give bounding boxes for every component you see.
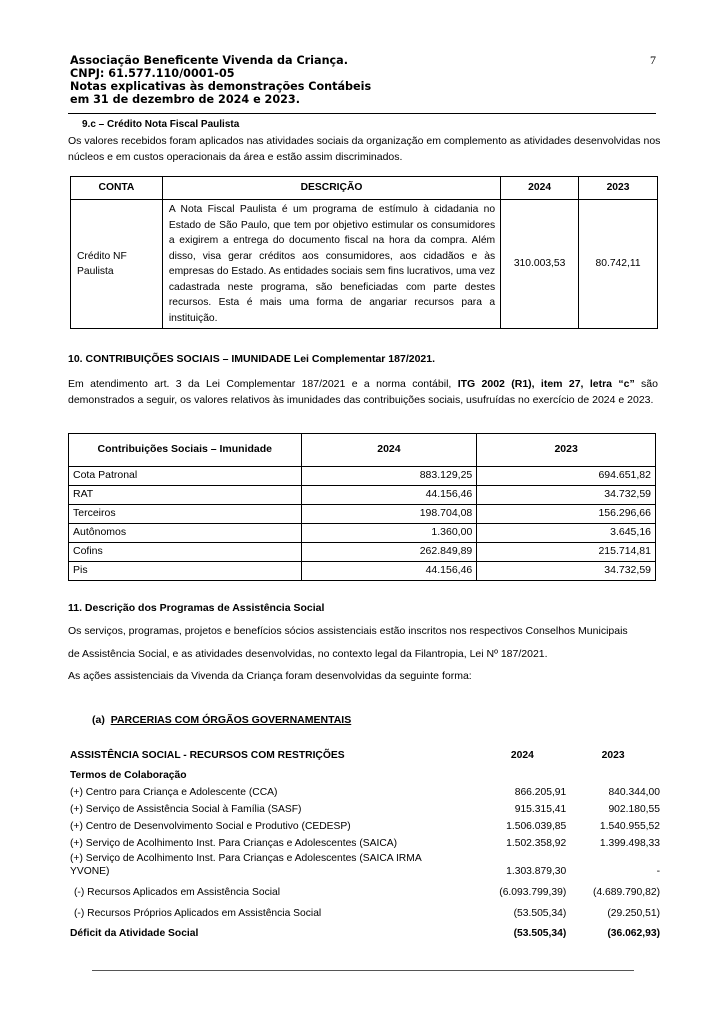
- row-label: (-) Recursos Aplicados em Assistência Social: [74, 887, 281, 898]
- value-2024: 1.502.358,92: [506, 838, 567, 849]
- row-label-line-2: YVONE): [70, 866, 110, 877]
- paragraph-bold-reference: ITG 2002 (R1), item 27, letra “c”: [457, 378, 635, 390]
- value-2023: 34.732,59: [477, 562, 656, 581]
- table-header-row: [71, 177, 658, 200]
- paragraph-text: Em atendimento art. 3 da Lei Complementar 187/2021 e a norma contábil,: [68, 378, 458, 390]
- value-2024: 198.704,08: [301, 505, 477, 524]
- paragraph-text: são demonstrados a seguir, os valores relativos às imunidades das contribuições sociais, usufruídas no exercício de 2024 e 2023.: [68, 378, 658, 406]
- footer-divider: [92, 970, 634, 971]
- section-11-line-1: Os serviços, programas, projetos e benefícios sócios assistenciais estão inscritos nos respectivos Conselhos Municipais: [68, 625, 628, 637]
- row-label: Cota Patronal: [69, 467, 302, 486]
- table-row: [70, 816, 660, 833]
- value-2023: -: [656, 866, 660, 877]
- table-row: [69, 524, 656, 543]
- value-2024: 1.506.039,85: [506, 821, 567, 832]
- org-name: Associação Beneficente Vivenda da Criança.: [70, 54, 348, 67]
- col-header-label: ASSISTÊNCIA SOCIAL - RECURSOS COM RESTRIÇÕES: [70, 750, 345, 761]
- col-header-2023: 2023: [477, 434, 656, 467]
- value-2023: 3.645,16: [477, 524, 656, 543]
- row-label: (+) Serviço de Acolhimento Inst. Para Crianças e Adolescentes (SAICA): [70, 838, 398, 849]
- row-label: [70, 850, 479, 878]
- table-row: [69, 467, 656, 486]
- value-2023: 1.399.498,33: [599, 838, 660, 849]
- total-2024: (53.505,34): [513, 928, 567, 939]
- row-label: Pis: [69, 562, 302, 581]
- col-header-2023: 2023: [579, 177, 658, 200]
- value-2024: 883.129,25: [301, 467, 477, 486]
- value-2024: (6.093.799,39): [499, 887, 567, 898]
- value-2023: 902.180,55: [608, 804, 660, 815]
- section-9c-title: 9.c – Crédito Nota Fiscal Paulista: [82, 119, 240, 130]
- table-row: [70, 782, 660, 799]
- value-2024: 1.360,00: [301, 524, 477, 543]
- header-divider: [68, 113, 656, 114]
- value-2023: (29.250,51): [607, 908, 660, 919]
- cell-2023: 80.742,11: [579, 200, 658, 329]
- row-label: Cofins: [69, 543, 302, 562]
- col-header-2023: 2023: [601, 750, 625, 761]
- row-label: (+) Centro de Desenvolvimento Social e Produtivo (CEDESP): [70, 821, 351, 832]
- nf-paulista-table: [70, 176, 658, 329]
- value-2024: 262.849,89: [301, 543, 477, 562]
- value-2023: 156.296,66: [477, 505, 656, 524]
- table-row: [71, 200, 658, 329]
- value-2024: 866.205,91: [514, 787, 567, 798]
- section-a-heading: [92, 714, 351, 728]
- total-row: [70, 920, 660, 940]
- cell-2024: 310.003,53: [501, 200, 579, 329]
- table-row: [70, 833, 660, 850]
- table-row: [70, 899, 660, 920]
- value-2023: (4.689.790,82): [593, 887, 660, 898]
- col-header-contribuicoes: Contribuições Sociais – Imunidade: [69, 434, 302, 467]
- table-row: [70, 799, 660, 816]
- value-2023: 34.732,59: [477, 486, 656, 505]
- row-label: (-) Recursos Próprios Aplicados em Assistência Social: [74, 908, 322, 919]
- value-2023: 215.714,81: [477, 543, 656, 562]
- value-2024: 1.303.879,30: [506, 866, 567, 877]
- table-header-row: [69, 434, 656, 467]
- table-row: [69, 543, 656, 562]
- page-number: 7: [650, 53, 656, 67]
- contributions-table: [68, 433, 656, 581]
- value-2024: 44.156,46: [301, 562, 477, 581]
- social-assistance-table: [70, 742, 660, 940]
- col-header-conta: CONTA: [71, 177, 163, 200]
- table-row: [70, 878, 660, 899]
- total-2023: (36.062,93): [607, 928, 660, 939]
- table-header-row: [70, 742, 660, 762]
- value-2023: 694.651,82: [477, 467, 656, 486]
- value-2024: 915.315,41: [514, 804, 567, 815]
- section-11-title: 11. Descrição dos Programas de Assistência Social: [68, 602, 325, 614]
- section-11-body: [68, 620, 688, 688]
- subheader-row: [70, 762, 660, 782]
- section-11-line-3: As ações assistenciais da Vivenda da Criança foram desenvolvidas da seguinte forma:: [68, 670, 472, 682]
- cell-descricao: A Nota Fiscal Paulista é um programa de estímulo à cidadania no Estado de São Paulo, que tem por objetivo estimular os consumidores a exigirem a entrega do documento fiscal na hora da compra. Além disso, visa gerar créditos aos consumidores, aos cidadãos e às empresas do Estado. As entidades sociais sem fins lucrativos, uma vez cadastrada neste programa, são beneficiadas com parte destes recursos. Esta é mais uma forma de angariar recursos para a instituição.: [162, 200, 500, 329]
- section-a-title: PARCERIAS COM ÓRGÃOS GOVERNAMENTAIS: [110, 714, 352, 726]
- section-9c-paragraph: Os valores recebidos foram aplicados nas atividades sociais da organização em complemento as atividades desenvolvidas nos núcleos e em custos operacionais da área e estão assim discriminados.: [68, 135, 661, 163]
- section-a-letter: (a): [92, 714, 105, 726]
- col-header-2024: 2024: [510, 750, 534, 761]
- cell-conta: Crédito NF Paulista: [71, 200, 163, 329]
- value-2023: 840.344,00: [608, 787, 660, 798]
- row-label: (+) Centro para Criança e Adolescente (CCA): [70, 787, 278, 798]
- col-header-2024: 2024: [501, 177, 579, 200]
- value-2024: 44.156,46: [301, 486, 477, 505]
- subheader-label: Termos de Colaboração: [70, 770, 187, 781]
- table-row: [70, 850, 660, 878]
- org-cnpj: CNPJ: 61.577.110/0001-05: [70, 67, 235, 80]
- table-row: [69, 486, 656, 505]
- doc-date: em 31 de dezembro de 2024 e 2023.: [70, 93, 300, 106]
- value-2024: (53.505,34): [513, 908, 567, 919]
- section-10-title: 10. CONTRIBUIÇÕES SOCIAIS – IMUNIDADE Lei Complementar 187/2021.: [68, 353, 436, 365]
- section-11-line-2: de Assistência Social, e as atividades desenvolvidas, no contexto legal da Filantropia, Lei Nº 187/2021.: [68, 647, 548, 660]
- row-label: (+) Serviço de Assistência Social à Família (SASF): [70, 804, 302, 815]
- row-label: Autônomos: [69, 524, 302, 543]
- row-label-line-1: (+) Serviço de Acolhimento Inst. Para Crianças e Adolescentes (SAICA IRMA: [70, 853, 422, 864]
- col-header-descricao: DESCRIÇÃO: [162, 177, 500, 200]
- table-row: [69, 562, 656, 581]
- section-10-paragraph: [68, 376, 658, 408]
- col-header-2024: 2024: [301, 434, 477, 467]
- row-label: Terceiros: [69, 505, 302, 524]
- row-label: RAT: [69, 486, 302, 505]
- document-header: [70, 54, 630, 106]
- doc-title: Notas explicativas às demonstrações Contábeis: [70, 80, 372, 93]
- total-label: Déficit da Atividade Social: [70, 928, 199, 939]
- table-row: [69, 505, 656, 524]
- value-2023: 1.540.955,52: [599, 821, 660, 832]
